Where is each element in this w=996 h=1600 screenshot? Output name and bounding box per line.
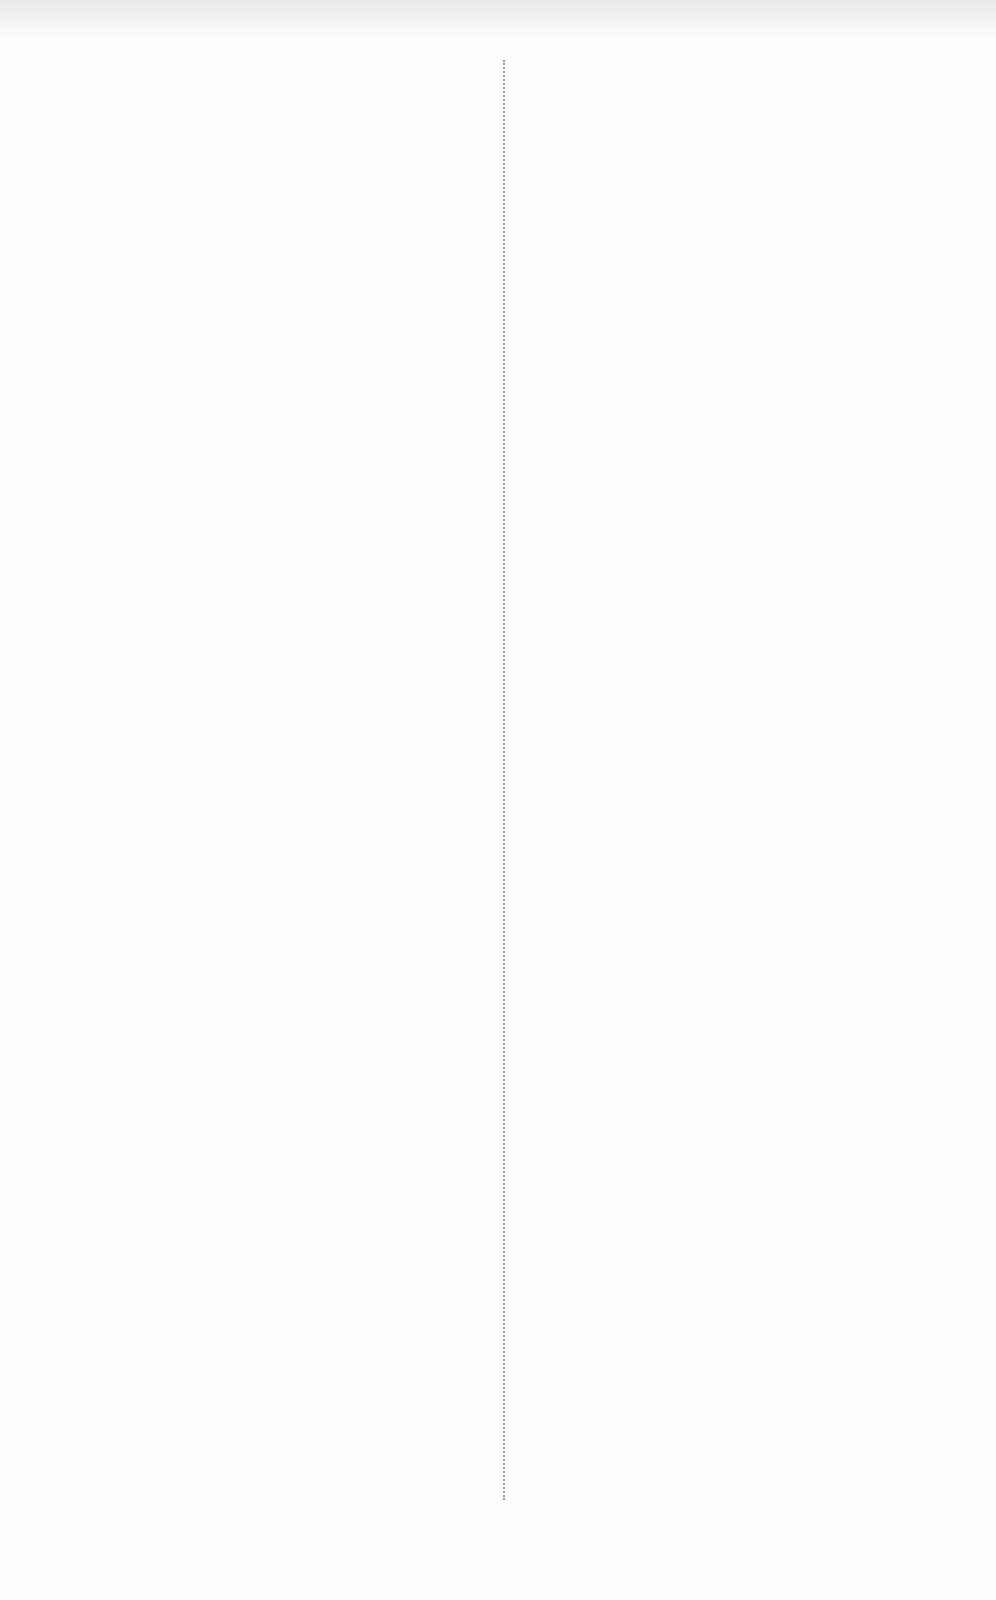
watermark-logo — [768, 1492, 988, 1596]
scan-top-edge — [0, 0, 996, 40]
column-divider — [503, 60, 505, 1500]
